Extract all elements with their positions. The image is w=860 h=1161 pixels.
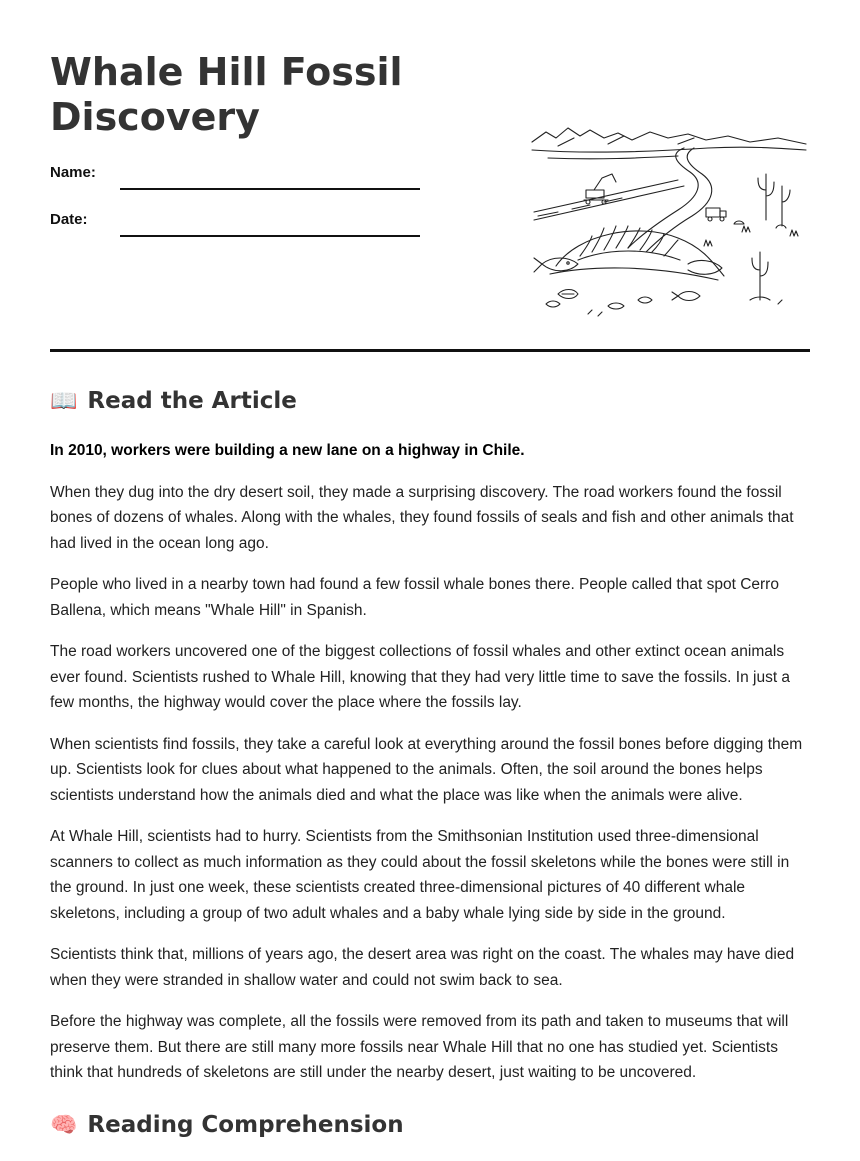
reading-comprehension-title: Reading Comprehension	[87, 1112, 404, 1138]
article-body	[50, 438, 815, 1102]
article-paragraph: When scientists find fossils, they take a careful look at everything around the fossil bones before digging them up. Scientists look for clues about what happened to the animals. Often, the soil around the bones helps scientists understand how the animals died and what the place was like when the animals were alive.	[50, 735, 803, 804]
name-field	[50, 160, 420, 190]
brain-icon: 🧠	[50, 1112, 78, 1138]
reading-comprehension-heading	[50, 1112, 404, 1138]
name-label: Name:	[50, 164, 96, 181]
article-paragraph: The road workers uncovered one of the biggest collections of fossil whales and other extinct ocean animals ever found. Scientists rushed to Whale Hill, knowing that they had very little time to save the fossils. In just a few months, the highway would cover the place where the fossils lay.	[50, 643, 791, 711]
worksheet-title: Whale Hill Fossil Discovery	[50, 50, 403, 139]
header-divider	[50, 349, 810, 352]
read-article-heading	[50, 388, 297, 414]
article-paragraph: Scientists think that, millions of years ago, the desert area was right on the coast. The whales may have died when they were stranded in shallow water and could not swim back to sea.	[50, 946, 795, 989]
date-label: Date:	[50, 211, 88, 228]
date-write-line[interactable]	[120, 235, 420, 237]
name-write-line[interactable]	[120, 188, 420, 190]
article-paragraph: At Whale Hill, scientists had to hurry. Scientists from the Smithsonian Institution used three-dimensional scanners to collect as much information as they could about the fossil skeletons while the bones were still in the ground. In just one week, these scientists created three-dimensional pictures of 40 different whale skeletons, including a group of two adult whales and a baby whale lying side by side in the ground.	[50, 828, 790, 922]
article-paragraph: Before the highway was complete, all the fossils were removed from its path and taken to museums that will preserve them. But there are still many more fossils near Whale Hill that no one has studied yet. Scientists think that hundreds of skeletons are still under the nearby desert, just waiting to be uncovered.	[50, 1013, 789, 1081]
read-article-title: Read the Article	[87, 388, 297, 414]
article-paragraph: When they dug into the dry desert soil, they made a surprising discovery. The road workers found the fossil bones of dozens of whales. Along with the whales, they found fossils of seals and fish and other animals that had lived in the ocean long ago.	[50, 483, 794, 552]
date-field	[50, 207, 420, 237]
article-paragraph: In 2010, workers were building a new lane on a highway in Chile.	[50, 442, 525, 459]
whale-fossil-highway-illustration	[528, 124, 810, 320]
open-book-icon: 📖	[50, 388, 78, 414]
article-paragraph: People who lived in a nearby town had found a few fossil whale bones there. People called that spot Cerro Ballena, which means "Whale Hill" in Spanish.	[50, 576, 779, 619]
